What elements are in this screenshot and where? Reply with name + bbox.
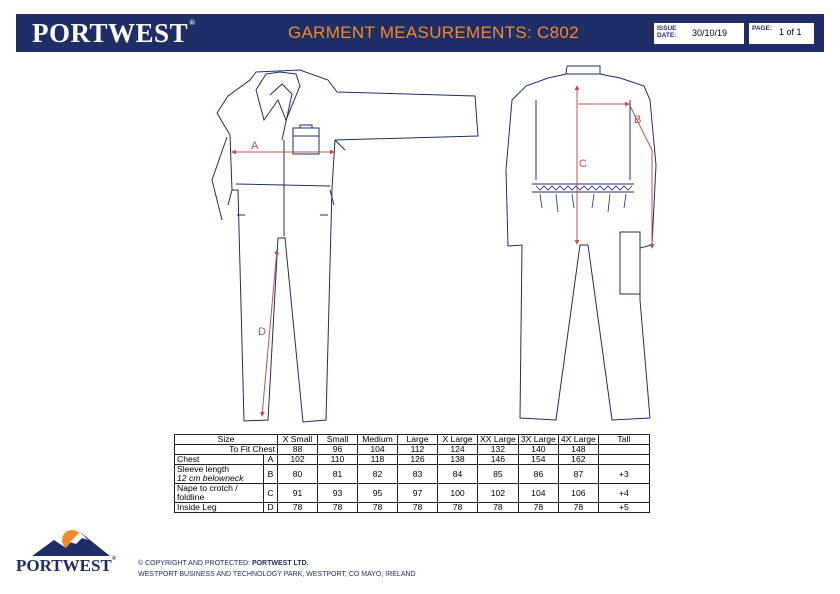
tall-col-header: Tall bbox=[598, 435, 649, 445]
address-text: WESTPORT BUSINESS AND TECHNOLOGY PARK, WESTPORT, CO MAYO, IRELAND bbox=[138, 571, 416, 578]
table-cell: 140 bbox=[518, 445, 558, 455]
table-cell: 78 bbox=[558, 503, 598, 513]
table-cell: 86 bbox=[518, 465, 558, 484]
size-col-header: XX Large bbox=[478, 435, 519, 445]
table-cell: 78 bbox=[518, 503, 558, 513]
measure-label-b: B bbox=[634, 114, 642, 126]
table-row bbox=[175, 465, 650, 484]
issue-date-label: ISSUE DATE: bbox=[657, 25, 677, 39]
issue-date-value: 30/10/19 bbox=[692, 28, 728, 38]
table-cell: 83 bbox=[398, 465, 438, 484]
table-cell: 85 bbox=[478, 465, 519, 484]
fit-chest-label: To Fit Chest bbox=[175, 445, 278, 455]
table-cell: 148 bbox=[558, 445, 598, 455]
size-col-header: Small bbox=[318, 435, 358, 445]
table-cell: 78 bbox=[278, 503, 318, 513]
row-code: D bbox=[264, 503, 278, 513]
table-cell: 78 bbox=[398, 503, 438, 513]
table-cell: 162 bbox=[558, 455, 598, 465]
copyright-text: © COPYRIGHT AND PROTECTED: PORTWEST LTD. bbox=[138, 560, 309, 567]
table-cell: 97 bbox=[398, 484, 438, 503]
table-cell: 146 bbox=[478, 455, 519, 465]
table-row bbox=[175, 503, 650, 513]
size-col-header: X Small bbox=[278, 435, 318, 445]
size-col-header: X Large bbox=[438, 435, 478, 445]
table-cell: 96 bbox=[318, 445, 358, 455]
table-cell: 110 bbox=[318, 455, 358, 465]
row-code: B bbox=[264, 465, 278, 484]
table-cell: 87 bbox=[558, 465, 598, 484]
table-cell: 91 bbox=[278, 484, 318, 503]
table-cell: 118 bbox=[358, 455, 398, 465]
table-cell: 102 bbox=[278, 455, 318, 465]
table-cell: 126 bbox=[398, 455, 438, 465]
table-cell: +4 bbox=[598, 484, 649, 503]
table-row bbox=[175, 445, 650, 455]
row-label: Chest bbox=[175, 455, 264, 465]
measure-label-c: C bbox=[579, 158, 587, 170]
table-cell: 104 bbox=[358, 445, 398, 455]
table-cell bbox=[598, 445, 649, 455]
table-cell: 78 bbox=[318, 503, 358, 513]
page-label: PAGE: bbox=[752, 25, 773, 32]
size-col-header: Large bbox=[398, 435, 438, 445]
table-cell: 78 bbox=[438, 503, 478, 513]
table-cell: 102 bbox=[478, 484, 519, 503]
row-label: Sleeve length 12 cm belowneck bbox=[175, 465, 264, 484]
table-row bbox=[175, 455, 650, 465]
row-code: C bbox=[264, 484, 278, 503]
table-cell: 104 bbox=[518, 484, 558, 503]
table-cell: 78 bbox=[358, 503, 398, 513]
table-cell: 95 bbox=[358, 484, 398, 503]
table-cell: 78 bbox=[478, 503, 519, 513]
page-title: GARMENT MEASUREMENTS: C802 bbox=[288, 23, 579, 42]
page-value: 1 of 1 bbox=[779, 27, 802, 37]
table-cell: 138 bbox=[438, 455, 478, 465]
size-col-header: 3X Large bbox=[518, 435, 558, 445]
table-row bbox=[175, 484, 650, 503]
size-col-header: 4X Large bbox=[558, 435, 598, 445]
table-cell: 84 bbox=[438, 465, 478, 484]
table-cell: 106 bbox=[558, 484, 598, 503]
table-cell: 81 bbox=[318, 465, 358, 484]
measure-label-d: D bbox=[258, 326, 266, 338]
table-cell bbox=[598, 455, 649, 465]
table-cell: 82 bbox=[358, 465, 398, 484]
table-cell: 100 bbox=[438, 484, 478, 503]
row-code: A bbox=[264, 455, 278, 465]
table-cell: 80 bbox=[278, 465, 318, 484]
table-cell: 88 bbox=[278, 445, 318, 455]
size-header-cell: Size bbox=[175, 435, 278, 445]
table-header-row bbox=[175, 435, 650, 445]
row-label: Inside Leg bbox=[175, 503, 264, 513]
table-cell: 93 bbox=[318, 484, 358, 503]
coverall-front-drawing bbox=[212, 70, 478, 422]
table-cell: 112 bbox=[398, 445, 438, 455]
table-cell: 124 bbox=[438, 445, 478, 455]
table-cell: +3 bbox=[598, 465, 649, 484]
table-cell: 154 bbox=[518, 455, 558, 465]
table-cell: +5 bbox=[598, 503, 649, 513]
measure-label-a: A bbox=[251, 140, 259, 152]
footer-brand: PORTWEST® bbox=[16, 556, 117, 575]
size-col-header: Medium bbox=[358, 435, 398, 445]
table-cell: 132 bbox=[478, 445, 519, 455]
row-label: Nape to crotch / foldline bbox=[175, 484, 264, 503]
brand-logo: PORTWEST® bbox=[32, 18, 196, 48]
size-chart-table bbox=[174, 434, 650, 513]
